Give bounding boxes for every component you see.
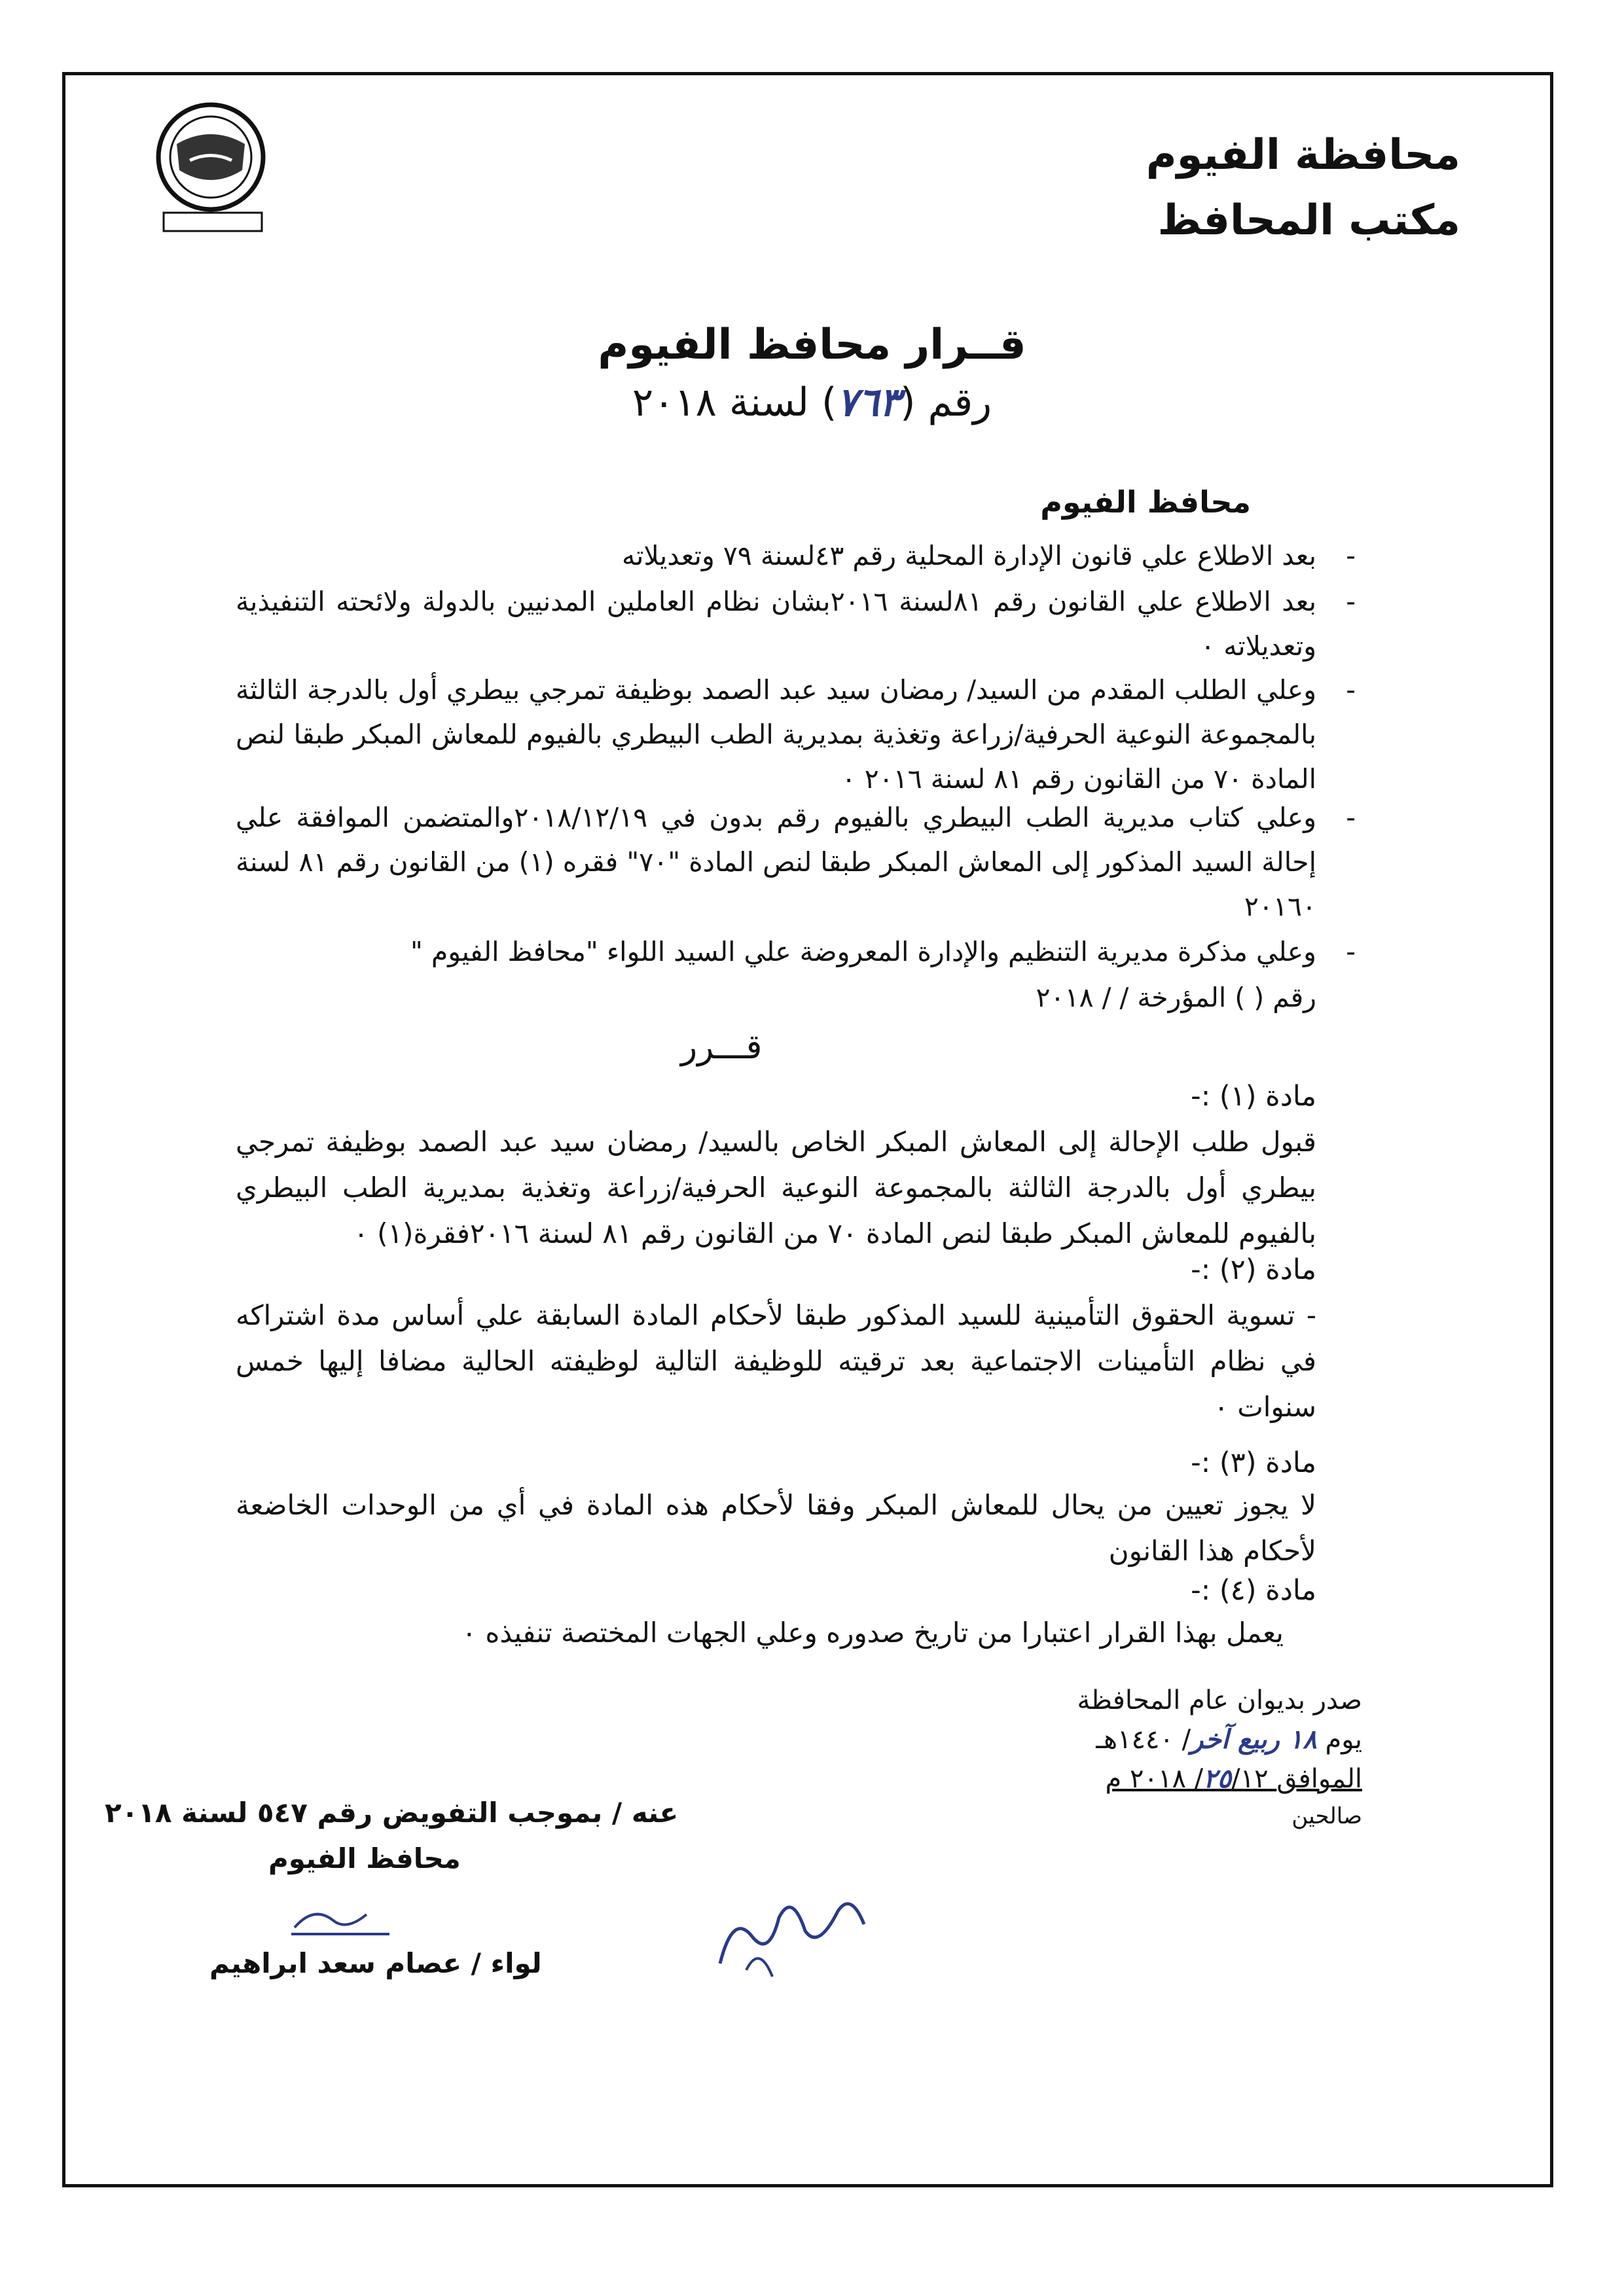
- article-text: قبول طلب الإحالة إلى المعاش المبكر الخاص بالسيد/ رمضان سيد عبد الصمد بوظيفة تمرجي بيطري أول بالدرجة الثالثة بالمجموعة النوعية الحرفية/زراعة وتغذية بمديرية الطب البيطري بالفيوم للمعاش المبكر طبقا لنص المادة ٧٠ من القانون رقم ٨١ لسنة ٢٠١٦فقرة(١) ٠: [236, 1126, 1316, 1249]
- article-label: مادة (٢) :-: [1191, 1253, 1316, 1286]
- issued-line: صدر بديوان عام المحافظة: [1077, 1685, 1362, 1715]
- article-text: - تسوية الحقوق التأمينية للسيد المذكور طبقا لأحكام المادة السابقة علي أساس مدة اشتراكه في نظام التأمينات الاجتماعية بعد ترقيته للوظيفة التالية لوظيفته الحالية مضافا إليها خمس سنوات ٠: [236, 1299, 1316, 1423]
- number-suffix: ) لسنة ٢٠١٨: [632, 380, 837, 425]
- number-prefix: رقم (: [900, 380, 992, 425]
- preamble-item: - وعلي الطلب المقدم من السيد/ رمضان سيد عبد الصمد بوظيفة تمرجي بيطري أول بالدرجة الثالثة بالمجموعة النوعية الحرفية/زراعة وتغذية بمديرية الطب البيطري بالفيوم للمعاش المبكر طبقا لنص المادة ٧٠ من القانون رقم ٨١ لسنة ٢٠١٦ ٠: [236, 674, 1356, 795]
- handwritten-day: ١٨ ربيع آخر: [1191, 1725, 1317, 1755]
- issued-date: الموافق ٢٥/١٢/ ٢٠١٨ م: [1105, 1764, 1362, 1794]
- preamble-item: - وعلي كتاب مديرية الطب البيطري بالفيوم رقم بدون في ٢٠١٨/١٢/١٩والمتضمن الموافقة علي إحالة السيد المذكور إلى المعاش المبكر طبقا لنص المادة "٧٠" فقره (١) من القانون رقم ٨١ لسنة ٢٠١٦٠: [236, 802, 1356, 922]
- preamble-item: - بعد الاطلاع علي القانون رقم ٨١لسنة ٢٠١٦بشان نظام العاملين المدنيين بالدولة ولائحته التنفيذية وتعديلاته ٠: [236, 586, 1356, 662]
- article-label: مادة (١) :-: [1191, 1080, 1316, 1113]
- decision-number: [0, 380, 1624, 425]
- preamble-item: - بعد الاطلاع علي قانون الإدارة المحلية رقم ٤٣لسنة ٧٩ وتعديلاته: [621, 540, 1356, 571]
- reviewer-signature: [707, 1872, 877, 1986]
- delegation-line: عنه / بموجب التفويض رقم ٥٤٧ لسنة ٢٠١٨: [105, 1797, 679, 1829]
- article-label: مادة (٤) :-: [1191, 1574, 1316, 1607]
- signatory-name: لواء / عصام سعد ابراهيم: [209, 1947, 542, 1979]
- signatory-title: محافظ الفيوم: [268, 1842, 461, 1874]
- decision-title: قــرار محافظ الفيوم: [598, 321, 1026, 369]
- handwritten-number: ٧٦٣: [837, 380, 901, 425]
- header-governorate: محافظة الفيوم: [1146, 131, 1460, 179]
- header-office: مكتب المحافظ: [1157, 196, 1460, 245]
- initials: صالحين: [1291, 1803, 1362, 1829]
- handwritten-date: ٢٥: [1203, 1764, 1232, 1794]
- article-text: يعمل بهذا القرار اعتبارا من تاريخ صدوره وعلي الجهات المختصة تنفيذه ٠: [461, 1617, 1284, 1649]
- decision-word: قـــرر: [681, 1028, 763, 1067]
- article-label: مادة (٣) :-: [1191, 1446, 1316, 1479]
- directorate-seal: [151, 98, 275, 236]
- preamble-item: - وعلي مذكرة مديرية التنظيم والإدارة المعروضة علي السيد اللواء "محافظ الفيوم ": [410, 936, 1356, 967]
- signature-mark: [281, 1898, 399, 1953]
- memo-reference: رقم ( ) المؤرخة / / ٢٠١٨: [1036, 982, 1316, 1013]
- article-text: لا يجوز تعيين من يحال للمعاش المبكر وفقا لأحكام هذه المادة في أي من الوحدات الخاضعة لأحكام هذا القانون: [236, 1489, 1316, 1567]
- issued-day: يوم ١٨ ربيع آخر/ ١٤٤٠هـ: [1096, 1725, 1362, 1755]
- preamble-heading: محافظ الفيوم: [1040, 484, 1251, 520]
